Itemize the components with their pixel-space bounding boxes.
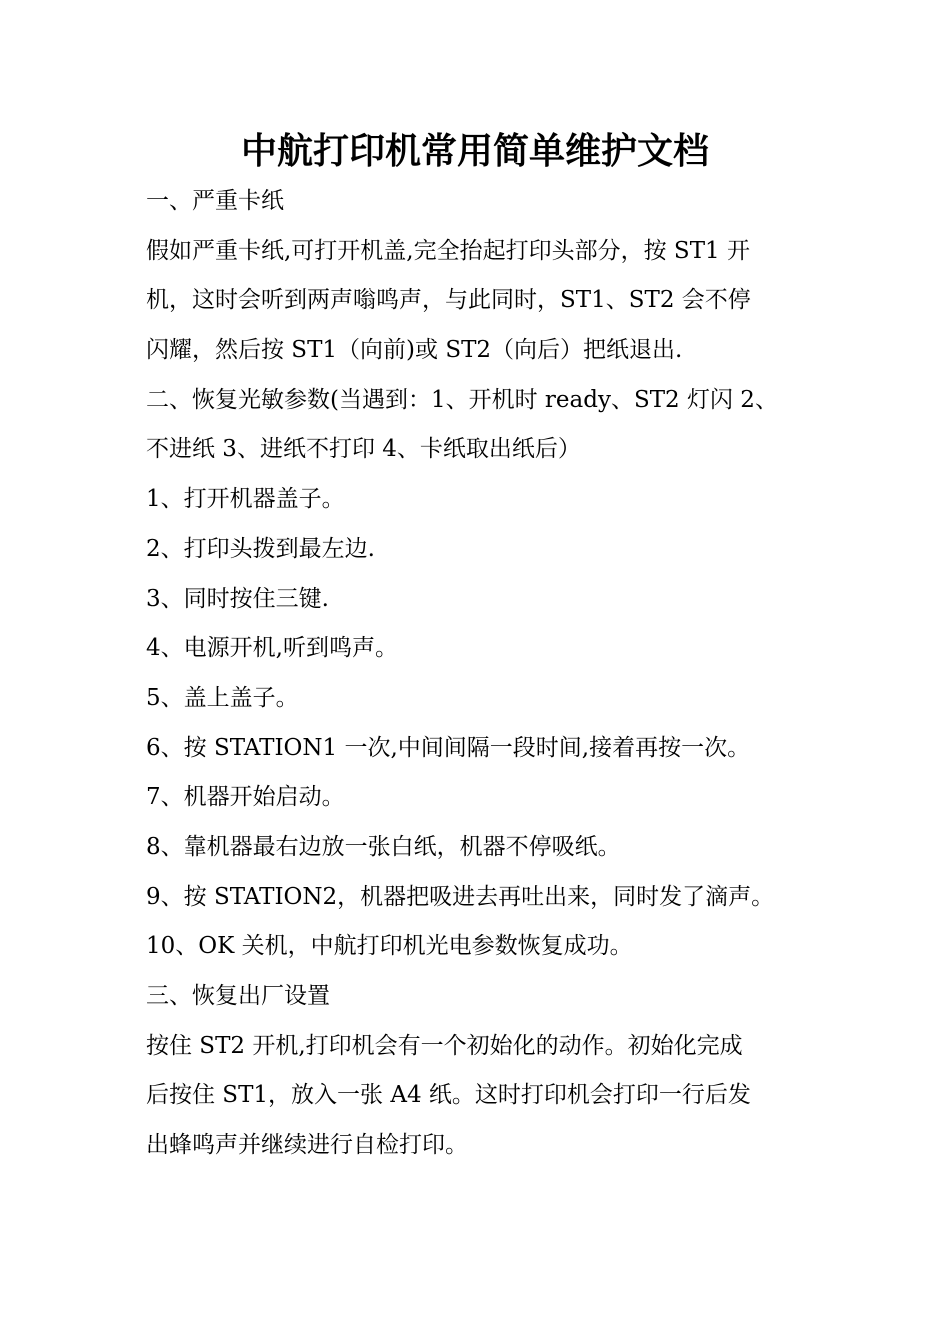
step-item: 1、打开机器盖子。	[146, 486, 345, 513]
paragraph-line: 按住 ST2 开机,打印机会有一个初始化的动作。初始化完成	[146, 1032, 743, 1059]
step-item: 5、盖上盖子。	[146, 684, 299, 711]
paragraph-line: 闪耀，然后按 ST1（向前)或 ST2（向后）把纸退出.	[146, 337, 683, 364]
paragraph-line: 机，这时会听到两声嗡鸣声，与此同时，ST1、ST2 会不停	[146, 287, 751, 314]
paragraph-line: 假如严重卡纸,可打开机盖,完全抬起打印头部分，按 ST1 开	[146, 237, 750, 264]
step-item: 8、靠机器最右边放一张白纸，机器不停吸纸。	[146, 833, 621, 860]
step-item: 6、按 STATION1 一次,中间间隔一段时间,接着再按一次。	[146, 734, 751, 761]
step-item: 9、按 STATION2，机器把吸进去再吐出来，同时发了滴声。	[146, 883, 775, 910]
document-body	[146, 177, 812, 1171]
step-item: 7、机器开始启动。	[146, 784, 345, 811]
paragraph-line: 出蜂鸣声并继续进行自检打印。	[146, 1132, 468, 1159]
step-item: 3、同时按住三键.	[146, 585, 329, 612]
paragraph-line: 后按住 ST1，放入一张 A4 纸。这时打印机会打印一行后发	[146, 1082, 751, 1109]
section-heading-paper-jam: 一、严重卡纸	[146, 188, 284, 214]
step-item: 2、打印头拨到最左边.	[146, 535, 375, 562]
section-heading-factory-reset: 三、恢复出厂设置	[146, 983, 330, 1009]
section-heading-restore-sensor: 二、恢复光敏参数(当遇到：1、开机时 ready、ST2 灯闪 2、	[146, 386, 778, 413]
paragraph-line: 不进纸 3、进纸不打印 4、卡纸取出纸后）	[146, 436, 581, 463]
document-title: 中航打印机常用简单维护文档	[240, 130, 709, 172]
step-item: 4、电源开机,听到鸣声。	[146, 635, 398, 662]
step-item: 10、OK 关机，中航打印机光电参数恢复成功。	[146, 933, 633, 960]
